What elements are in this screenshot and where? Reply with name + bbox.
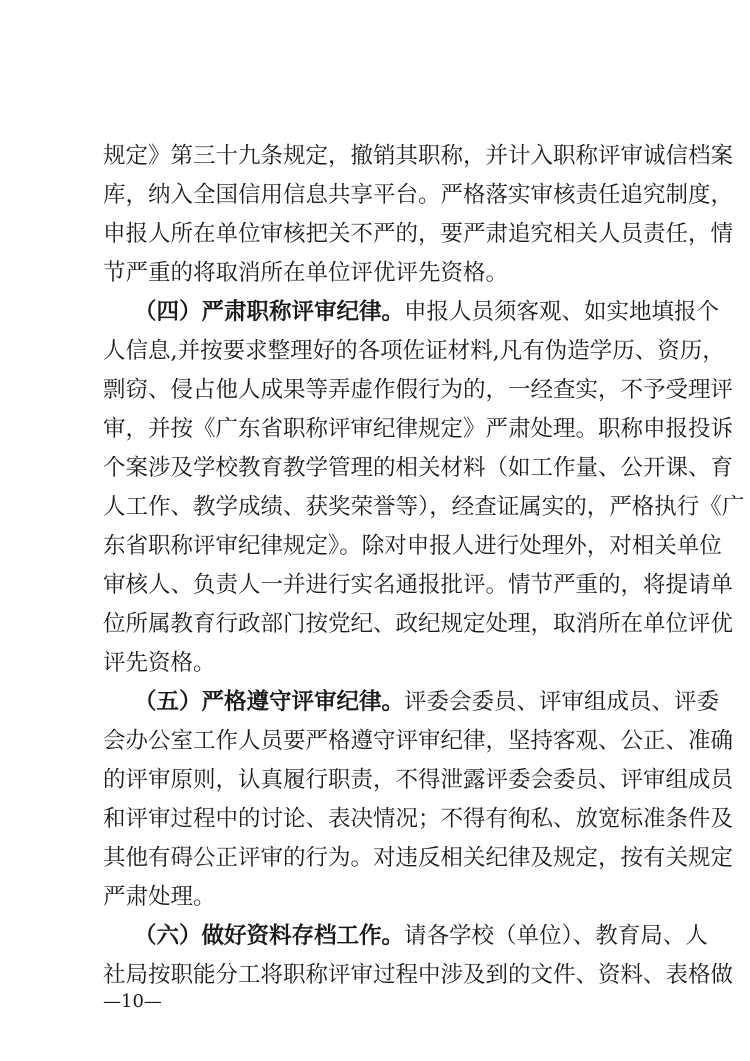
text-line: 节严重的将取消所在单位评优评先资格。 [103,260,509,286]
page-number: —10— [103,991,162,1012]
text-line: 其他有碍公正评审的行为。对违反相关纪律及规定，按有关规定 [103,845,734,871]
text-line: 会办公室工作人员要严格遵守评审纪律，坚持客观、公正、准确 [103,728,734,754]
text-line: 规定》第三十九条规定，撤销其职称，并计入职称评审诚信档案 [103,143,734,169]
paragraph-first-line [134,917,708,955]
text-line: 的评审原则，认真履行职责，不得泄露评委会委员、评审组成员 [103,767,734,793]
text-line: 和评审过程中的讨论、表决情况；不得有徇私、放宽标准条件及 [103,806,734,832]
section-heading: （四）严肃职称评审纪律。 [134,299,405,325]
section-heading: （五）严格遵守评审纪律。 [134,689,405,715]
text-line: 社局按职能分工将职称评审过程中涉及到的文件、资料、表格做 [103,962,734,988]
text-line: 审，并按《广东省职称评审纪律规定》严肃处理。职称申报投诉 [103,416,734,442]
paragraph-lead-text: 评委会委员、评审组成员、评委 [404,689,720,715]
text-line: 严肃处理。 [103,884,216,910]
text-line: 人信息,并按要求整理好的各项佐证材料,凡有伪造学历、资历， [103,338,725,364]
text-line: 审核人、负责人一并进行实名通报批评。情节严重的，将提请单 [103,572,734,598]
text-line: 剽窃、侵占他人成果等弄虚作假行为的，一经查实，不予受理评 [103,377,734,403]
text-line: 个案涉及学校教育教学管理的相关材料（如工作量、公开课、育 [103,455,734,481]
paragraph-lead-text: 请各学校（单位）、教育局、人 [404,923,708,949]
text-line: 评先资格。 [103,650,216,676]
text-line: 库，纳入全国信用信息共享平台。严格落实审核责任追究制度， [103,182,734,208]
text-line: 人工作、教学成绩、获奖荣誉等），经查证属实的，严格执行《广 [103,494,745,520]
paragraph-first-line [134,683,720,721]
paragraph-lead-text: 申报人员须客观、如实地填报个 [404,299,720,325]
text-line: 申报人所在单位审核把关不严的，要严肃追究相关人员责任，情 [103,221,734,247]
paragraph-first-line [134,293,720,331]
text-line: 位所属教育行政部门按党纪、政纪规定处理，取消所在单位评优 [103,611,734,637]
section-heading: （六）做好资料存档工作。 [134,923,405,949]
text-line: 东省职称评审纪律规定》。除对申报人进行处理外，对相关单位 [103,533,722,559]
